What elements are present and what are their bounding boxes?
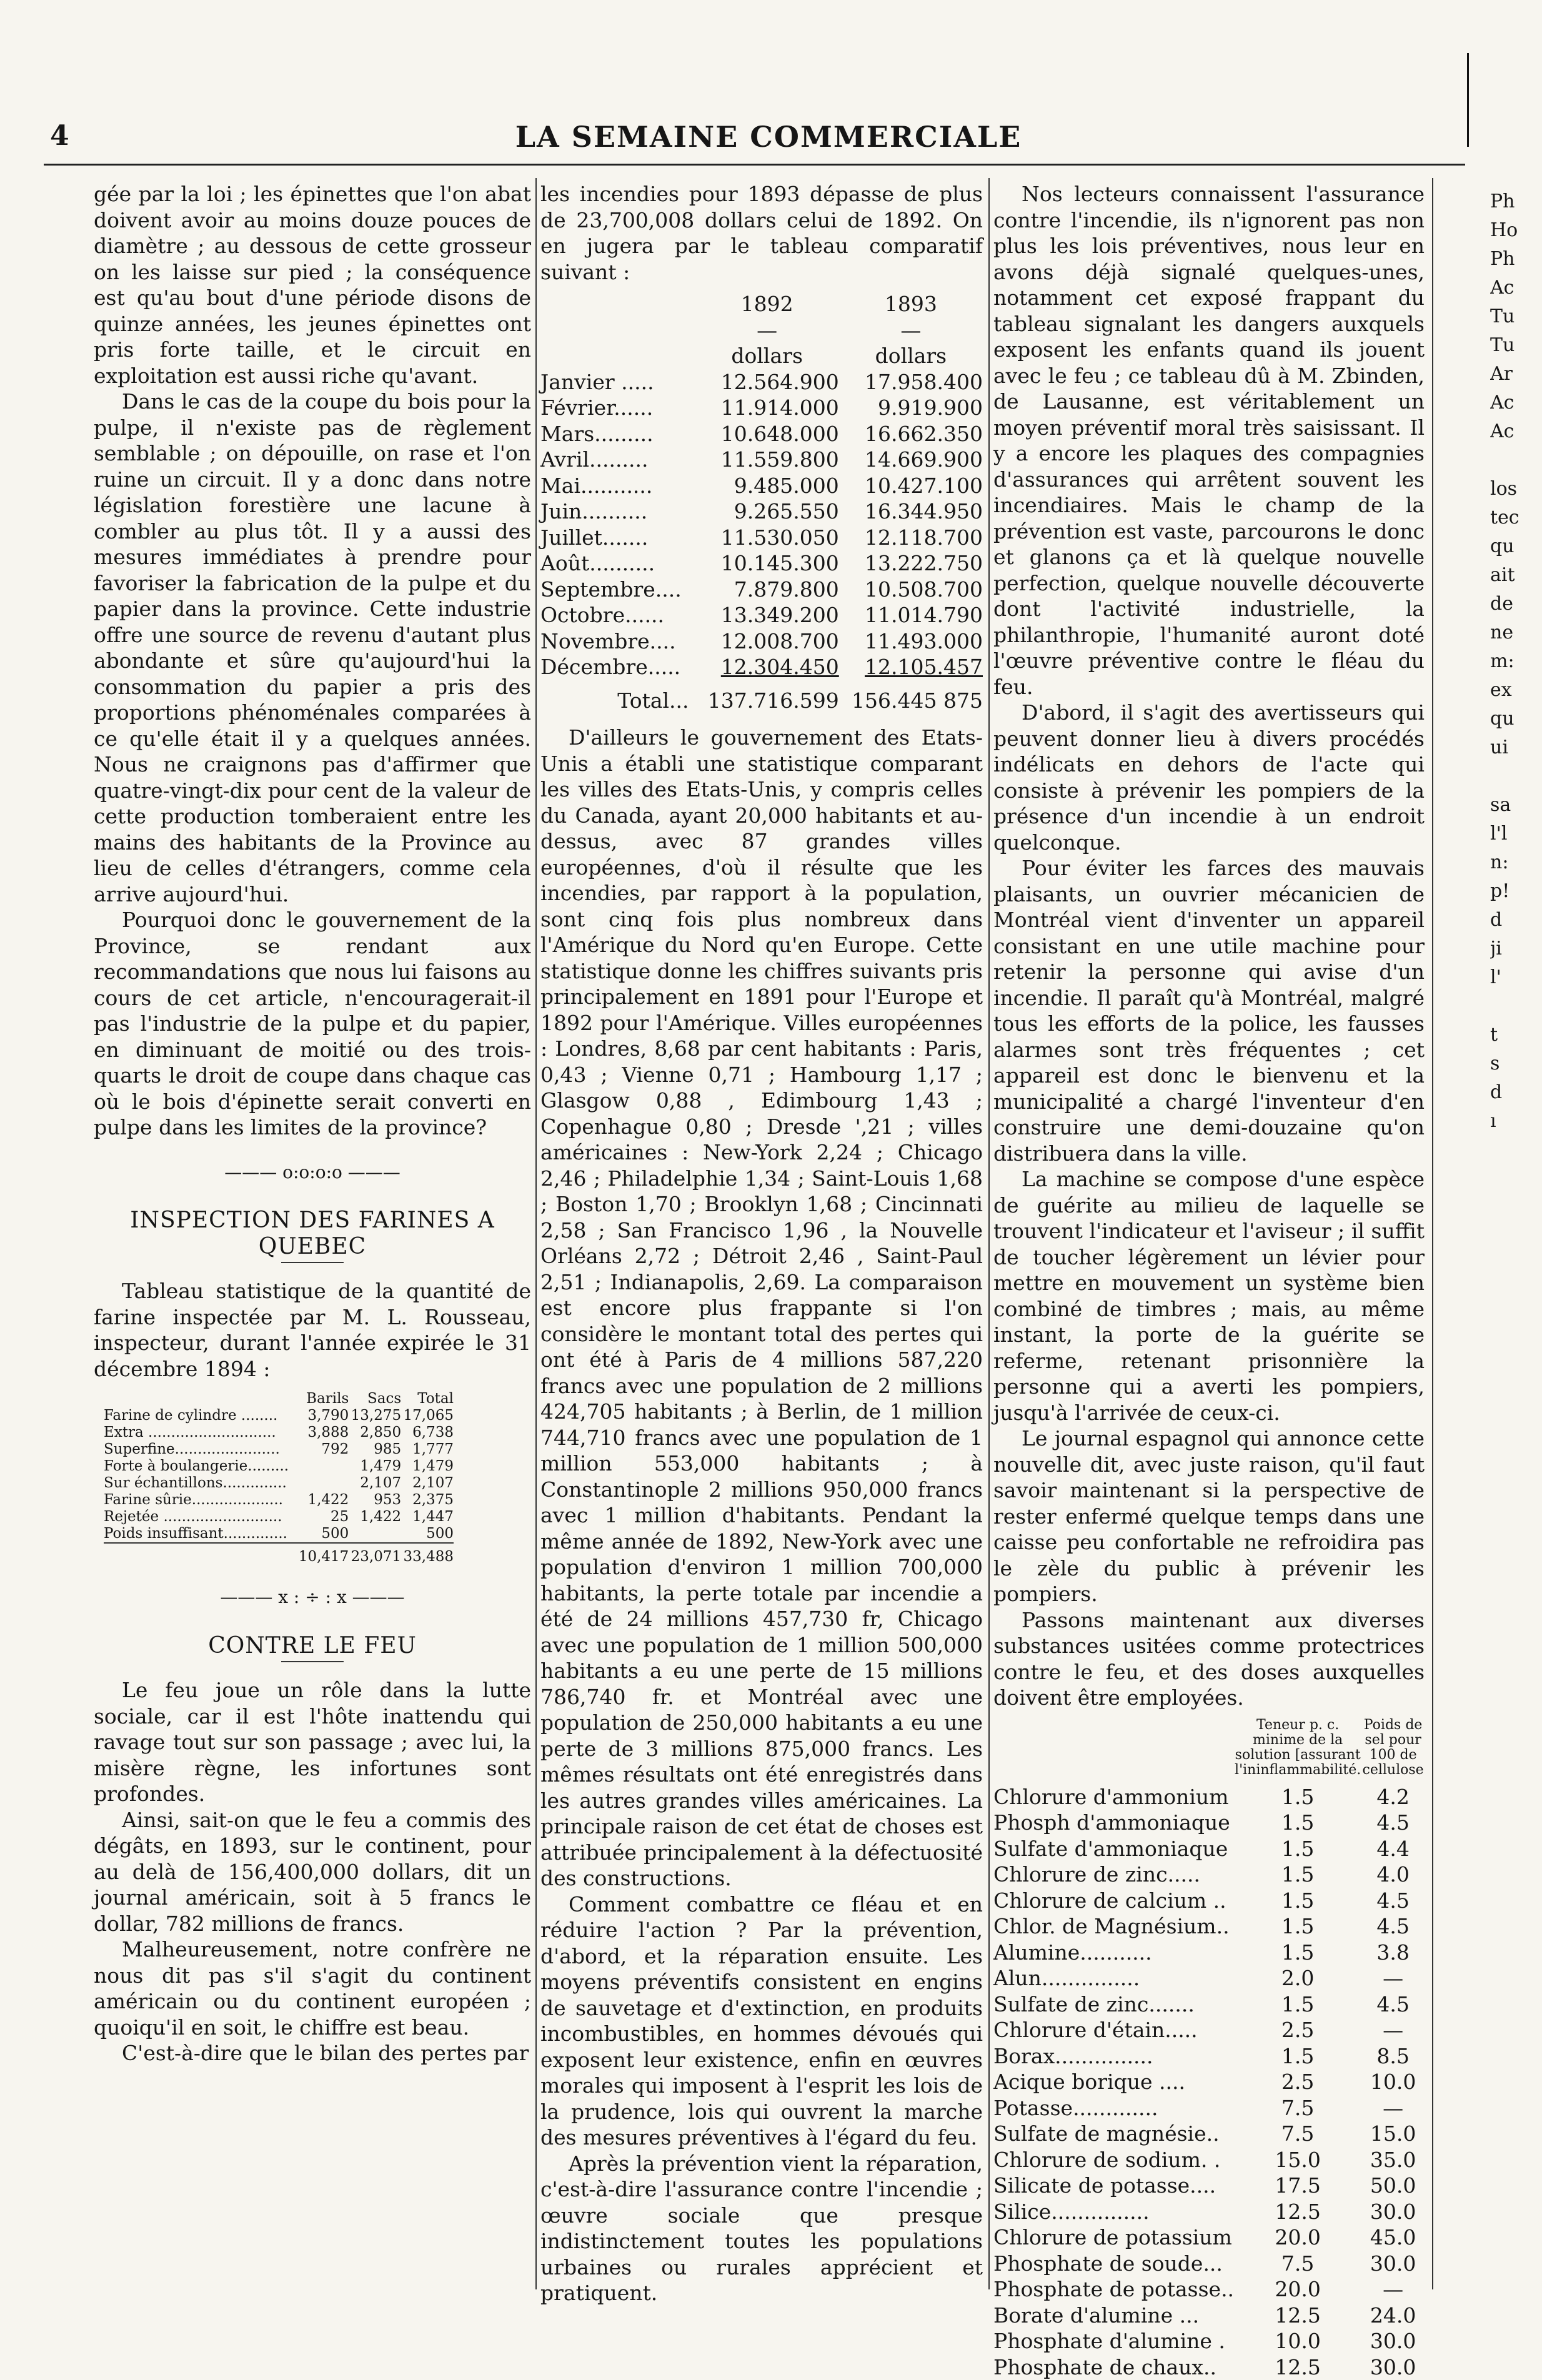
text-fragment: Ac [1490, 389, 1540, 417]
text-fragment: Ph [1490, 245, 1540, 274]
paragraph: Dans le cas de la coupe du bois pour la pulpe, il n'existe pas de règlement semblable ; on dépouille, on rase et l'on ruine un circuit. Il y a donc dans notre législation forestière une lacune à combler au plus tôt. Il y a aussi des mesures immédiates à prendre pour favoriser la fabrication de la pulpe et du papier dans la province. Cette industrie offre une source de revenu d'autant plus abondante et sûre qu'aujourd'hui la consommation du papier a pris des proportions phénoménales comparées à ce qu'elle était il y a quelques années. Nous ne craignons pas d'affirmer que quatre-vingt-dix pour cent de la valeur de cette production tomberaient entre les mains des habitants de la Province au lieu de celles d'étrangers, comme cela arrive aujourd'hui. [94, 389, 531, 907]
page-header [50, 120, 1487, 164]
table-row: Alumine........... 1.5 3.8 [993, 1940, 1425, 1966]
table-row: Mai........... 9.485.000 10.427.100 [540, 473, 983, 499]
text-fragment [1490, 762, 1540, 791]
table-row: Poids insuffisant.............. 500 500 [104, 1525, 454, 1543]
newspaper-title: LA SEMAINE COMMERCIALE [50, 120, 1487, 154]
table-row: Avril......... 11.559.800 14.669.900 [540, 447, 983, 473]
table-row: Mars......... 10.648.000 16.662.350 [540, 421, 983, 447]
paragraph: Pourquoi donc le gouvernement de la Province, se rendant aux recommandations que nous lui faisons au cours de cet article, n'encouragerait-il pas l'industrie de la pulpe et du papier, en diminuant de moitié ou des trois-quarts le droit de coupe dans chaque cas où le bois d'épinette serait converti en pulpe dans les limites de la province? [94, 907, 531, 1141]
column-header: Poids de sel pour 100 de cellulose [1361, 1717, 1425, 1784]
paragraph: les incendies pour 1893 dépasse de plus de 23,700,008 dollars celui de 1892. On en jugera par le tableau comparatif suivant : [540, 181, 983, 285]
table-row: Acique borique .... 2.5 10.0 [993, 2069, 1425, 2095]
text-fragment: Ac [1490, 417, 1540, 446]
paragraph: Le journal espagnol qui annonce cette nouvelle dit, avec juste raison, qu'il faut savoir maintenant si la perspective de rester enfermé quelque temps dans une caisse peu confortable ne refroidira pas le zèle du public à prévenir les pompiers. [993, 1426, 1425, 1607]
column-divider [988, 178, 990, 2289]
table-row: Juin.......... 9.265.550 16.344.950 [540, 498, 983, 525]
text-fragment: d [1490, 1078, 1540, 1107]
paragraph: La machine se compose d'une espèce de guérite au milieu de laquelle se trouvent l'indicateur et l'aviseur ; il suffit de toucher légèrement un lévier pour mettre en mouvement un système bien combiné de timbres ; mais, au même instant, la porte de la guérite se referme, retenant prisonnière la personne qui a averti les pompiers, jusqu'à l'arrivée de ceux-ci. [993, 1166, 1425, 1426]
paragraph: Tableau statistique de la quantité de farine inspectée par M. L. Rousseau, inspecteur, durant l'année expirée le 31 décembre 1894 : [94, 1278, 531, 1382]
paragraph: Le feu joue un rôle dans la lutte sociale, car il est l'hôte inattendu qui ravage tout sur son passage ; avec lui, la misère règne, les infortunes sont profondes. [94, 1677, 531, 1807]
text-fragment: tec [1490, 503, 1540, 532]
column-3 [993, 181, 1425, 2380]
column-divider [1432, 178, 1433, 2289]
header-rule [44, 164, 1465, 166]
table-row: Octobre...... 13.349.200 11.014.790 [540, 602, 983, 628]
section-heading-fire: CONTRE LE FEU [94, 1633, 531, 1659]
text-fragment: los [1490, 475, 1540, 503]
table-row: Extra ............................ 3,888 2,850 6,738 [104, 1424, 454, 1441]
column-1 [94, 181, 531, 2066]
text-fragment: qu [1490, 532, 1540, 561]
paragraph: C'est-à-dire que le bilan des pertes par [94, 2040, 531, 2066]
table-row: Chlor. de Magnésium.. 1.5 4.5 [993, 1913, 1425, 1940]
table-row: Potasse............. 7.5 — [993, 2095, 1425, 2121]
table-row: Chlorure de zinc..... 1.5 4.0 [993, 1862, 1425, 1888]
paragraph: Ainsi, sait-on que le feu a commis des dégâts, en 1893, sur le continent, pour au delà de 156,400,000 dollars, dit un journal américain, soit à 5 francs le dollar, 782 millions de francs. [94, 1807, 531, 1937]
text-fragment: Ac [1490, 274, 1540, 302]
table-row: Septembre.... 7.879.800 10.508.700 [540, 577, 983, 603]
table-row: Janvier ..... 12.564.900 17.958.400 [540, 369, 983, 395]
text-fragment: t [1490, 1021, 1540, 1049]
text-fragment: ex [1490, 676, 1540, 705]
text-fragment: sa [1490, 791, 1540, 820]
text-fragment: ait [1490, 561, 1540, 590]
flour-table [104, 1391, 454, 1565]
table-row: Novembre.... 12.008.700 11.493.000 [540, 628, 983, 655]
text-fragment: Ar [1490, 360, 1540, 389]
text-fragment: qu [1490, 705, 1540, 733]
table-row: Phosphate de chaux.. 12.5 30.0 [993, 2354, 1425, 2380]
paragraph: Malheureusement, notre confrère ne nous dit pas s'il s'agit du continent américain ou du continent européen ; quoiqu'il en soit, le chiffre est beau. [94, 1936, 531, 2040]
table-row: Silicate de potasse.... 17.5 50.0 [993, 2173, 1425, 2199]
text-fragment: n: [1490, 848, 1540, 877]
chemical-table [993, 1717, 1425, 2380]
table-row: Sulfate de magnésie.. 7.5 15.0 [993, 2121, 1425, 2147]
paragraph: Comment combattre ce fléau et en réduire l'action ? Par la prévention, d'abord, et la réparation ensuite. Les moyens préventifs consistent en engins de sauvetage et d'extinction, en produits incombustibles, en hommes dévoués qui exposent leur existence, enfin en œuvres morales qui imposent à l'esprit les lois de la prudence, lois qui ouvrent la marche des mesures préventives à l'égard du feu. [540, 1892, 983, 2151]
column-header: 1892 [695, 291, 839, 317]
table-row: Borate d'alumine ... 12.5 24.0 [993, 2303, 1425, 2329]
paragraph: Nos lecteurs connaissent l'assurance contre l'incendie, ils n'ignorent pas non plus les lois préventives, nous leur en avons déjà signalé quelques-unes, notamment cet exposé frappant du tableau signalant les dangers auxquels exposent les enfants quand ils jouent avec le feu ; ce tableau dû à M. Zbinden, de Lausanne, est véritablement un moyen préventif moral très saisissant. Il y a encore les plaques des compagnies d'assurances qui arrêtent souvent les incendiaires. Mais le champ de la prévention est vaste, parcourons le donc et glanons ça et là quelque nouvelle perfection, quelque nouvelle découverte dont l'activité industrielle, la philanthropie, l'humanité auront doté l'œuvre préventive contre le fléau du feu. [993, 181, 1425, 700]
margin-bar [1467, 53, 1469, 147]
paragraph: gée par la loi ; les épinettes que l'on abat doivent avoir au moins douze pouces de diamètre ; au dessous de cette grosseur on les laisse sur pied ; la conséquence est qu'au bout d'une période disons de quinze années, les jeunes épinettes ont pris forte taille, et le circuit en exploitation est aussi riche qu'avant. [94, 181, 531, 389]
heading-dash [281, 1661, 344, 1662]
table-row: Sulfate d'ammoniaque 1.5 4.4 [993, 1836, 1425, 1862]
separator: ——— o:o:o:o ——— [94, 1159, 531, 1186]
table-row: Phosphate de potasse.. 20.0 — [993, 2276, 1425, 2303]
paragraph: Passons maintenant aux diverses substances usitées comme protectrices contre le feu, et des doses auxquelles doivent être employées. [993, 1607, 1425, 1711]
table-row: Forte à boulangerie......... 1,479 1,479 [104, 1458, 454, 1475]
text-fragment: Tu [1490, 331, 1540, 360]
table-row: Chlorure de calcium .. 1.5 4.5 [993, 1888, 1425, 1914]
table-row: Décembre..... 12.304.450 12.105.457 [540, 654, 983, 680]
text-fragment: ji [1490, 935, 1540, 963]
text-fragment: Ho [1490, 216, 1540, 245]
table-total-row: Total... 137.716.599 156.445 875 [540, 680, 983, 714]
separator: ——— x : ÷ : x ——— [94, 1584, 531, 1610]
paragraph: Après la prévention vient la réparation, c'est-à-dire l'assurance contre l'incendie ; œuvre sociale que presque indistinctement toutes les populations urbaines ou rurales apprécient et pratiquent. [540, 2151, 983, 2306]
table-row: Farine sûrie.................... 1,422 953 2,375 [104, 1492, 454, 1509]
table-row: Février...... 11.914.000 9.919.900 [540, 395, 983, 421]
table-row: Alun............... 2.0 — [993, 1965, 1425, 1991]
table-row: Juillet....... 11.530.050 12.118.700 [540, 525, 983, 551]
table-row: Superfine....................... 792 985 1,777 [104, 1441, 454, 1458]
text-fragment: m: [1490, 647, 1540, 676]
column-header: Teneur p. c. minime de la solution [assurant l'ininflammabilité. [1234, 1717, 1361, 1784]
text-fragment: s [1490, 1049, 1540, 1078]
table-row: Sur échantillons.............. 2,107 2,107 [104, 1475, 454, 1492]
page-number: 4 [50, 120, 69, 152]
table-row: Farine de cylindre ........ 3,790 13,275 17,065 [104, 1407, 454, 1424]
table-row: Chlorure de potassium 20.0 45.0 [993, 2224, 1425, 2251]
table-row: Chlorure de sodium. . 15.0 35.0 [993, 2147, 1425, 2173]
text-fragment [1490, 446, 1540, 475]
section-heading-flour: INSPECTION DES FARINES A QUEBEC [94, 1207, 531, 1259]
table-row: Chlorure d'ammonium 1.5 4.2 [993, 1784, 1425, 1810]
text-fragment: l' [1490, 963, 1540, 992]
table-row: Silice............... 12.5 30.0 [993, 2199, 1425, 2225]
column-header: Sacs [349, 1391, 401, 1407]
column-2 [540, 181, 983, 2306]
text-fragment: Tu [1490, 302, 1540, 331]
table-row: Phosphate d'alumine . 10.0 30.0 [993, 2328, 1425, 2354]
table-row: Rejetée .......................... 25 1,422 1,447 [104, 1509, 454, 1525]
text-fragment: ı [1490, 1107, 1540, 1136]
table-row: Août.......... 10.145.300 13.222.750 [540, 550, 983, 577]
paragraph: D'abord, il s'agit des avertisseurs qui peuvent donner lieu à divers procédés indélicats en dehors de l'acte qui consiste à prévenir les pompiers de la présence d'un incendie à un endroit quelconque. [993, 700, 1425, 855]
table-total-row: 10,417 23,071 33,488 [104, 1543, 454, 1565]
text-fragment: ui [1490, 733, 1540, 762]
table-row: Phosphate de soude... 7.5 30.0 [993, 2251, 1425, 2277]
column-header: 1893 [839, 291, 983, 317]
text-fragment: p! [1490, 877, 1540, 906]
fire-losses-table: 1892 1893 — — dollars dollars Janvier ..... 12.564.900 17.958.400 Février...... 11.914.000 9.919.900 Mars......... 10.648.000 16.662.350 Avril......... 11.559.800 14.669.900 Mai........... 9.485.000 10.427.100 Juin.......... 9.265.550 16.344.950 Juillet....... 11.530.050 12.118.700 Août.......... 10.145.300 13.222.750 Septembre.... 7.879.800 10.508.700 Octobre...... 13.349.200 11.014.790 Novembre.... 12.008.700 11.493.000 Décembre..... 12.304.450 12.105.457 Total... 137.716.599 156.445 875 [540, 291, 983, 713]
text-fragment: ne [1490, 618, 1540, 647]
table-row: Chlorure d'étain..... 2.5 — [993, 2017, 1425, 2043]
table-row: Borax............... 1.5 8.5 [993, 2043, 1425, 2070]
text-fragment: d [1490, 906, 1540, 935]
paragraph: Pour éviter les farces des mauvais plaisants, un ouvrier mécanicien de Montréal vient d'inventer un appareil consistant en une utile machine pour retenir la personne qui avise d'un incendie. Il paraît qu'à Montréal, malgré tous les efforts de la police, les fausses alarmes sont très fréquentes ; cet appareil est donc le bienvenu et la municipalité a chargé l'inventeur d'en construire une demi-douzaine qu'on distribuera dans la ville. [993, 855, 1425, 1166]
column-divider [535, 178, 537, 2289]
table-row: Phosph d'ammoniaque 1.5 4.5 [993, 1810, 1425, 1836]
column-header: Total [401, 1391, 454, 1407]
text-fragment: de [1490, 590, 1540, 618]
text-fragment [1490, 992, 1540, 1021]
paragraph: D'ailleurs le gouvernement des Etats-Unis a établi une statistique comparant les villes des Etats-Unis, y compris celles du Canada, ayant 20,000 habitants et au-dessus, avec 87 grandes villes européennes, d'où il résulte que les incendies, par rapport à la population, sont cinq fois plus nombreux dans l'Amérique du Nord qu'en Europe. Cette statistique donne les chiffres suivants pris principalement en 1891 pour l'Europe et 1892 pour l'Amérique. Villes européennes : Londres, 8,68 par cent habitants : Paris, 0,43 ; Vienne 0,71 ; Hambourg 1,17 ; Glasgow 0,88 , Edimbourg 1,43 ; Copenhague 0,80 ; Dresde ',21 ; villes américaines : New-York 2,24 ; Chicago 2,46 ; Philadelphie 1,34 ; Saint-Louis 1,68 ; Boston 1,70 ; Brooklyn 1,68 ; Cincinnati 2,58 ; San Francisco 1,96 , la Nouvelle Orléans 2,72 ; Détroit 2,46 , Saint-Paul 2,51 ; Indianapolis, 2,69. La comparaison est encore plus frappante si l'on considère le montant total des pertes qui ont été à Paris de 4 millions 587,220 francs avec une population de 2 millions 424,705 habitants ; à Berlin, de 1 million 744,710 francs avec une population de 1 million 553,000 habitants ; à Constantinople 2 millions 950,000 francs avec 1 million d'habitants. Pendant la même année de 1892, New-York avec une population d'environ 1 million 700,000 habitants, la perte totale par incendie a été de 24 millions 457,730 fr, Chicago avec une population de 1 million 500,000 habitants a eu une perte de 15 millions 786,740 fr. et Montréal avec une population de 250,000 habitants a eu une perte de 3 millions 875,000 francs. Les mêmes résultats ont été enregistrés dans les autres grandes villes américaines. La principale raison de cet état de choses est attribuée principalement à la défectuosité des constructions. [540, 725, 983, 1892]
text-fragment: Ph [1490, 187, 1540, 216]
text-fragment: l'l [1490, 820, 1540, 848]
column-header: Barils [296, 1391, 349, 1407]
table-row: Sulfate de zinc....... 1.5 4.5 [993, 1991, 1425, 2018]
heading-dash [281, 1262, 344, 1263]
cropped-column [1490, 187, 1540, 1136]
